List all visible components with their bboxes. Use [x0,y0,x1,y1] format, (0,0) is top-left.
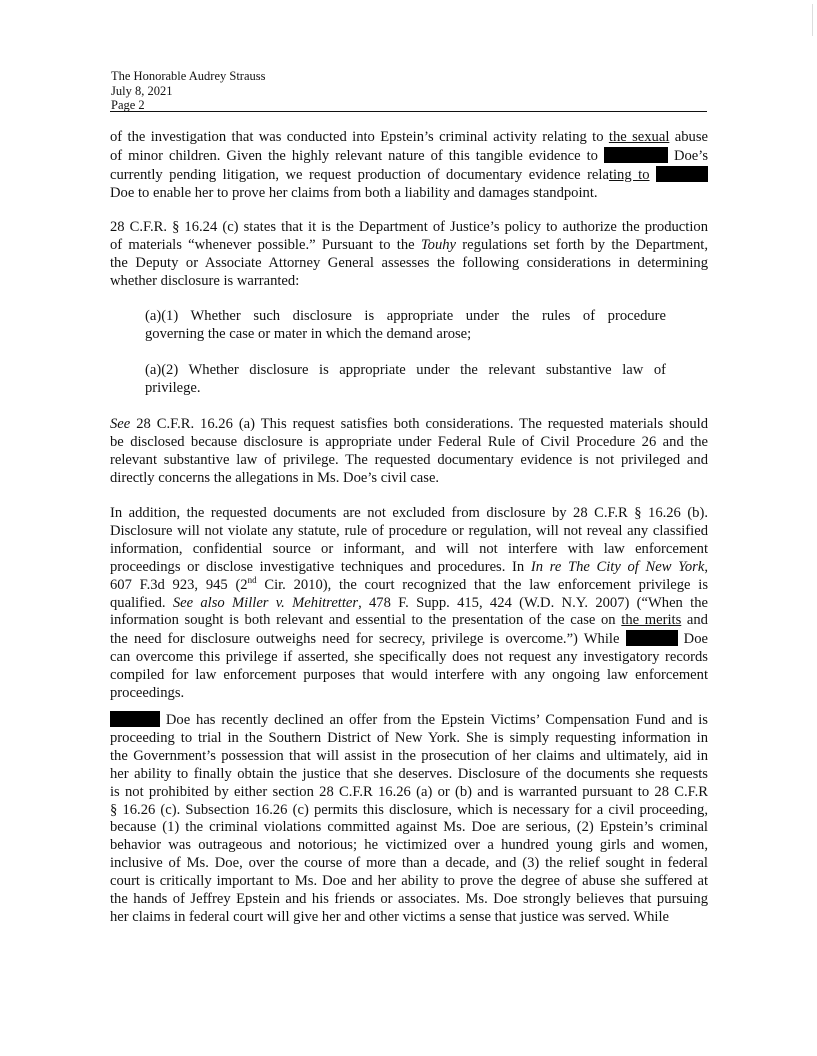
p4-line-11: proceedings. [110,685,185,702]
p3-line-4: directly concerns the allegations in Ms. Doe’s civil case. [110,469,440,486]
redaction-block [626,630,678,646]
p4-line-8: the need for disclosure outweighs need for secrecy, privilege is overcome.”) While Doe [110,631,708,648]
consideration-a2 [145,362,666,398]
p4-line-10: compiled for law enforcement purposes that would interfere with any ongoing law enforcement [110,667,708,684]
p2-line-2: of materials “whenever possible.” Pursuant to the Touhy regulations set forth by the Department, [110,236,708,253]
p1-line-2: of minor children. Given the highly relevant nature of this tangible evidence to Doe’s [110,147,708,164]
p1-line-4: Doe to enable her to prove her claims from both a liability and damages standpoint. [110,184,598,201]
paragraph-1 [110,129,708,203]
header-addressee: The Honorable Audrey Strauss [111,69,266,83]
p1-line-1: of the investigation that was conducted into Epstein’s criminal activity relating to the sexual abuse [110,129,708,145]
q2-line-1: (a)(2) Whether disclosure is appropriate under the relevant substantive law of [145,362,666,378]
paragraph-2 [110,219,708,291]
q2-line-2: privilege. [145,379,201,396]
p4-line-4: proceedings or disclose investigative techniques and procedures. In In re The City of New York, [110,558,708,575]
redaction-block [110,711,160,727]
q1-line-2: governing the case or mater in which the demand arose; [145,325,472,342]
header-rule [110,111,707,112]
letter-header [111,69,265,113]
p3-line-2: be disclosed because disclosure is appropriate under Federal Rule of Civil Procedure 26 and the [110,433,708,450]
p5-line-6: § 16.26 (c). Subsection 16.26 (c) permits this disclosure, which is necessary for a civil proceeding, [110,801,708,818]
p2-line-1: 28 C.F.R. § 16.24 (c) states that it is the Department of Justice’s policy to authorize the production [110,219,708,235]
p4-line-9: can overcome this privilege if asserted, she specifically does not request any investigatory records [110,649,708,666]
header-page: Page 2 [111,98,145,112]
p5-line-4: her ability to finally obtain the justice that she deserves. Disclosure of the documents she requests [110,765,708,782]
p4-line-3: information, confidential source or informant, and will not interfere with law enforcement [110,540,708,557]
p2-line-4: whether disclosure is warranted: [110,272,300,289]
p4-line-5: 607 F.3d 923, 945 (2nd Cir. 2010), the court recognized that the law enforcement privilege is [110,574,708,593]
p4-line-7: information sought is both relevant and essential to the presentation of the case on the merits and [110,612,708,629]
p5-line-3: the Government’s possession that will assist in the prosecution of her claims and ultimately, aid in [110,747,708,764]
paragraph-3 [110,416,708,488]
p5-line-5: is not prohibited by either section 28 C.F.R 16.26 (a) or (b) and is warranted pursuant to 28 C.F.R [110,783,708,800]
p4-line-1: In addition, the requested documents are not excluded from disclosure by 28 C.F.R § 16.26 (b). [110,505,708,521]
p5-line-9: inclusive of Ms. Doe, over the course of more than a decade, and (3) the relief sought in federal [110,855,708,872]
q1-line-1: (a)(1) Whether such disclosure is appropriate under the rules of procedure [145,308,666,324]
header-date: July 8, 2021 [111,83,173,98]
p3-line-3: relevant substantive law of privilege. The requested documentary evidence is not privileged and [110,451,708,468]
p3-line-1: See 28 C.F.R. 16.26 (a) This request satisfies both considerations. The requested materials should [110,416,708,432]
consideration-a1 [145,308,666,344]
p5-line-2: proceeding to trial in the Southern District of New York. She is simply requesting information in [110,729,708,746]
redaction-block [604,147,668,163]
paragraph-4 [110,505,708,703]
p4-line-6: qualified. See also Miller v. Mehitretter, 478 F. Supp. 415, 424 (W.D. N.Y. 2007) (“When the [110,594,708,611]
p5-line-1: Doe has recently declined an offer from the Epstein Victims’ Compensation Fund and is [110,711,708,730]
p5-line-7: because (1) the criminal violations committed against Ms. Doe are serious, (2) Epstein’s criminal [110,819,708,836]
p5-line-12: her claims in federal court will give her and other victims a sense that justice was served. While [110,908,669,925]
p1-line-3: currently pending litigation, we request production of documentary evidence relating to [110,166,708,185]
redaction-block [656,166,708,182]
p5-line-11: the hands of Jeffrey Epstein and his friends or associates. Ms. Doe strongly believes that pursuing [110,891,708,908]
p4-line-2: Disclosure will not violate any statute, rule of procedure or regulation, will not reveal any classified [110,522,708,539]
scan-speck [812,4,813,36]
p5-line-10: court is critically important to Ms. Doe and her ability to prove the degree of abuse she suffered at [110,873,708,890]
p2-line-3: the Deputy or Associate Attorney General assesses the following considerations in determining [110,254,708,271]
p5-line-8: behavior was outrageous and notorious; he victimized over a hundred young girls and women, [110,837,708,854]
paragraph-5 [110,711,708,927]
